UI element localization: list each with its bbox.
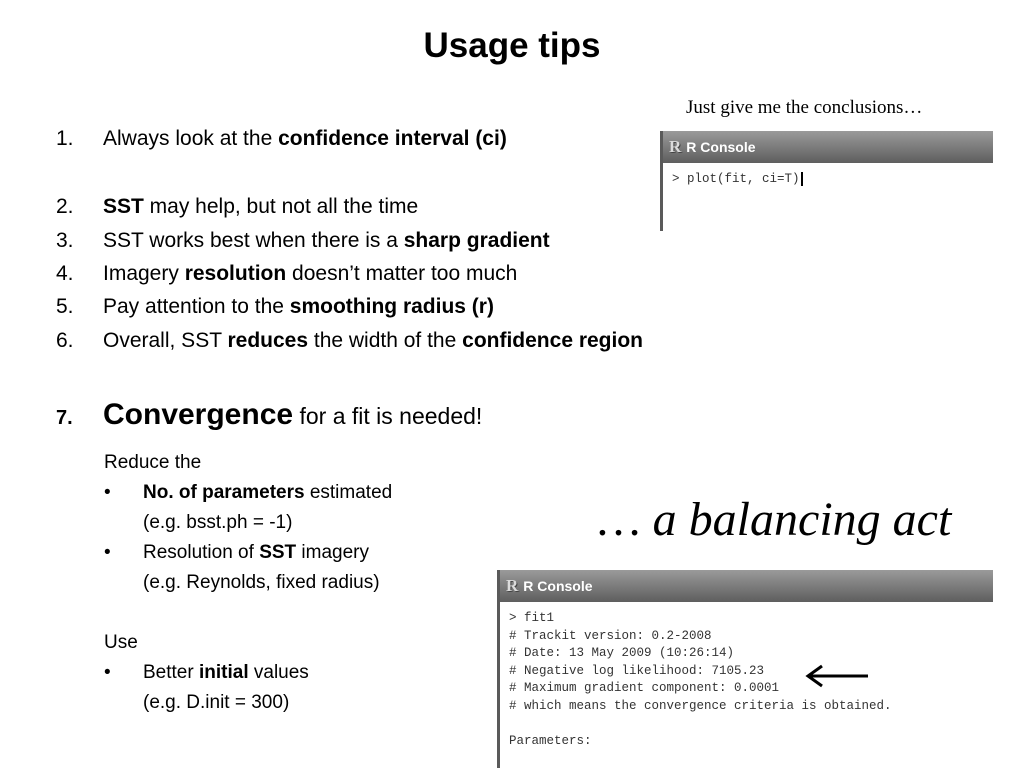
tip-text: Overall, SST: [103, 329, 228, 352]
console-titlebar[interactable]: [500, 570, 993, 602]
bullet-example: (e.g. Reynolds, fixed radius): [143, 572, 380, 593]
bullet-dot: •: [104, 662, 111, 683]
tip-bold: SST: [103, 195, 144, 218]
bullet-example: (e.g. D.init = 300): [143, 692, 290, 713]
r-logo-icon: R: [506, 576, 519, 595]
tip-number: 6.: [56, 329, 74, 352]
reduce-label: Reduce the: [104, 452, 202, 473]
console-line: # Trackit version: 0.2-2008: [509, 628, 712, 643]
bullet-dot: •: [104, 482, 111, 503]
tip-bold: smoothing radius (r): [289, 295, 494, 318]
bullet-text: Resolution of: [143, 542, 260, 563]
bullet-text-end: values: [248, 662, 309, 683]
bullet-text: estimated: [304, 482, 393, 503]
console-title: R Console: [523, 578, 593, 594]
tip-number: 2.: [56, 195, 74, 218]
slide-title: Usage tips: [423, 26, 601, 65]
console-line: Parameters:: [509, 733, 592, 748]
console-line: > plot(fit, ci=T): [672, 172, 800, 186]
tip-text-end: ): [499, 127, 507, 150]
tip-text: for a fit is needed!: [293, 403, 483, 429]
r-console-plot[interactable]: [660, 131, 993, 231]
console-line: # Negative log likelihood: 7105.23: [509, 663, 765, 678]
r-logo-icon: R: [669, 137, 682, 156]
console-caption: Just give me the conclusions…: [686, 97, 923, 118]
console-output[interactable]: [663, 163, 993, 189]
tip-bold: reduces: [227, 329, 309, 352]
console-titlebar[interactable]: [663, 131, 993, 163]
bullet-example: (e.g. bsst.ph = -1): [143, 512, 293, 533]
bullet-dot: •: [104, 542, 111, 563]
tip-text-mid: the width of the: [308, 329, 463, 352]
console-output[interactable]: [500, 602, 993, 750]
tip-bold: resolution: [184, 262, 287, 285]
text-cursor: [801, 172, 803, 186]
tip-number: 7.: [56, 407, 73, 429]
tip-number: 4.: [56, 262, 74, 285]
console-line: # Maximum gradient component: 0.0001: [509, 681, 780, 695]
tip-number: 3.: [56, 229, 74, 252]
console-line: > fit1: [509, 611, 555, 625]
tip-text: Pay attention to the: [103, 295, 290, 318]
balancing-act-text: … a balancing act: [598, 493, 952, 546]
bullet-text-end: imagery: [296, 542, 369, 563]
tip-text: SST works best when there is a: [103, 229, 404, 252]
use-label: Use: [104, 632, 138, 653]
tip-text: Always look at the: [103, 127, 279, 150]
bullet-bold: No. of parameters: [143, 482, 305, 503]
console-line: # which means the convergence criteria is obtained.: [509, 698, 892, 713]
tip-text: Imagery: [103, 262, 185, 285]
r-console-fit[interactable]: [497, 570, 993, 768]
tip-number: 1.: [56, 127, 74, 150]
tip-number: 5.: [56, 295, 74, 318]
tip-bold: sharp gradient: [403, 229, 550, 252]
tip-text-end: doesn’t matter too much: [286, 262, 518, 285]
bullet-text: Better: [143, 662, 199, 683]
console-line: # Date: 13 May 2009 (10:26:14): [509, 646, 735, 660]
bullet-bold: SST: [259, 542, 297, 563]
bullet-bold: initial: [198, 662, 249, 683]
console-title: R Console: [686, 139, 756, 155]
tip-bold: confidence interval (ci: [278, 127, 500, 150]
console-line: [509, 715, 993, 733]
left-arrow-icon: [804, 664, 870, 688]
tip-bold: Convergence: [103, 398, 294, 431]
tip-text: may help, but not all the time: [143, 195, 419, 218]
tip-bold-2: confidence region: [462, 329, 643, 352]
